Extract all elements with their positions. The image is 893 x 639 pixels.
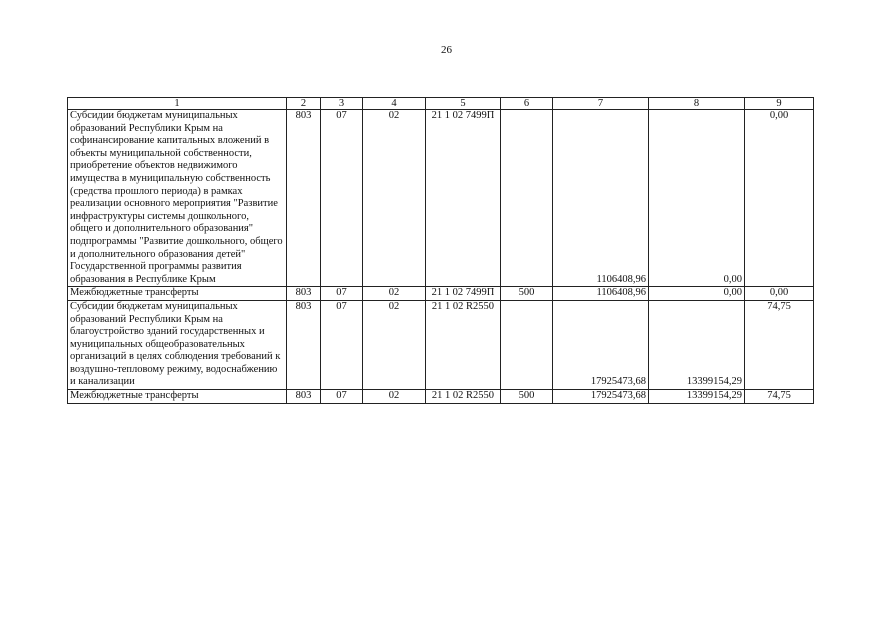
expense-type-code — [501, 110, 553, 287]
header-cell: 8 — [649, 98, 745, 110]
expense-type-code: 500 — [501, 287, 553, 301]
executed-amount: 0,00 — [649, 110, 745, 287]
ministry-code: 803 — [287, 287, 321, 301]
section-code: 07 — [321, 300, 363, 389]
section-code: 07 — [321, 287, 363, 301]
target-article-code: 21 1 02 R2550 — [426, 300, 501, 389]
expense-type-code — [501, 300, 553, 389]
planned-amount: 1106408,96 — [553, 287, 649, 301]
target-article-code: 21 1 02 7499П — [426, 287, 501, 301]
header-cell: 7 — [553, 98, 649, 110]
executed-amount: 13399154,29 — [649, 300, 745, 389]
header-cell: 6 — [501, 98, 553, 110]
row-description: Межбюджетные трансферты — [68, 287, 287, 301]
row-description: Субсидии бюджетам муниципальных образований Республики Крым на благоустройство зданий государственных и муниципальных общеобразовательных организаций в целях соблюдения требований к воздушно-тепловому режиму, водоснабжению и канализации — [68, 300, 287, 389]
planned-amount: 1106408,96 — [553, 110, 649, 287]
ministry-code: 803 — [287, 390, 321, 404]
ministry-code: 803 — [287, 300, 321, 389]
section-code: 07 — [321, 390, 363, 404]
table-row — [68, 300, 814, 389]
execution-percent: 74,75 — [745, 390, 814, 404]
header-cell: 9 — [745, 98, 814, 110]
execution-percent: 0,00 — [745, 110, 814, 287]
subsection-code: 02 — [363, 287, 426, 301]
row-description: Межбюджетные трансферты — [68, 390, 287, 404]
table-row — [68, 110, 814, 287]
header-cell: 1 — [68, 98, 287, 110]
planned-amount: 17925473,68 — [553, 390, 649, 404]
expense-type-code: 500 — [501, 390, 553, 404]
table-row — [68, 390, 814, 404]
page-number: 26 — [441, 44, 452, 56]
section-code: 07 — [321, 110, 363, 287]
subsection-code: 02 — [363, 300, 426, 389]
table-header-row — [68, 98, 814, 110]
ministry-code: 803 — [287, 110, 321, 287]
executed-amount: 13399154,29 — [649, 390, 745, 404]
target-article-code: 21 1 02 R2550 — [426, 390, 501, 404]
header-cell: 4 — [363, 98, 426, 110]
budget-table — [67, 97, 814, 404]
target-article-code: 21 1 02 7499П — [426, 110, 501, 287]
planned-amount: 17925473,68 — [553, 300, 649, 389]
execution-percent: 0,00 — [745, 287, 814, 301]
header-cell: 2 — [287, 98, 321, 110]
header-cell: 3 — [321, 98, 363, 110]
row-description: Субсидии бюджетам муниципальных образований Республики Крым на софинансирование капитальных вложений в объекты муниципальной собственности, приобретение объектов недвижимого имущества в муниципальную собственность (средства прошлого периода) в рамках реализации основного мероприятия "Развитие инфраструктуры системы дошкольного, общего и дополнительного образования" подпрограммы "Развитие дошкольного, общего и дополнительного образования детей" Государственной программы развития образования в Республике Крым — [68, 110, 287, 287]
table-row — [68, 287, 814, 301]
subsection-code: 02 — [363, 390, 426, 404]
header-cell: 5 — [426, 98, 501, 110]
subsection-code: 02 — [363, 110, 426, 287]
execution-percent: 74,75 — [745, 300, 814, 389]
executed-amount: 0,00 — [649, 287, 745, 301]
